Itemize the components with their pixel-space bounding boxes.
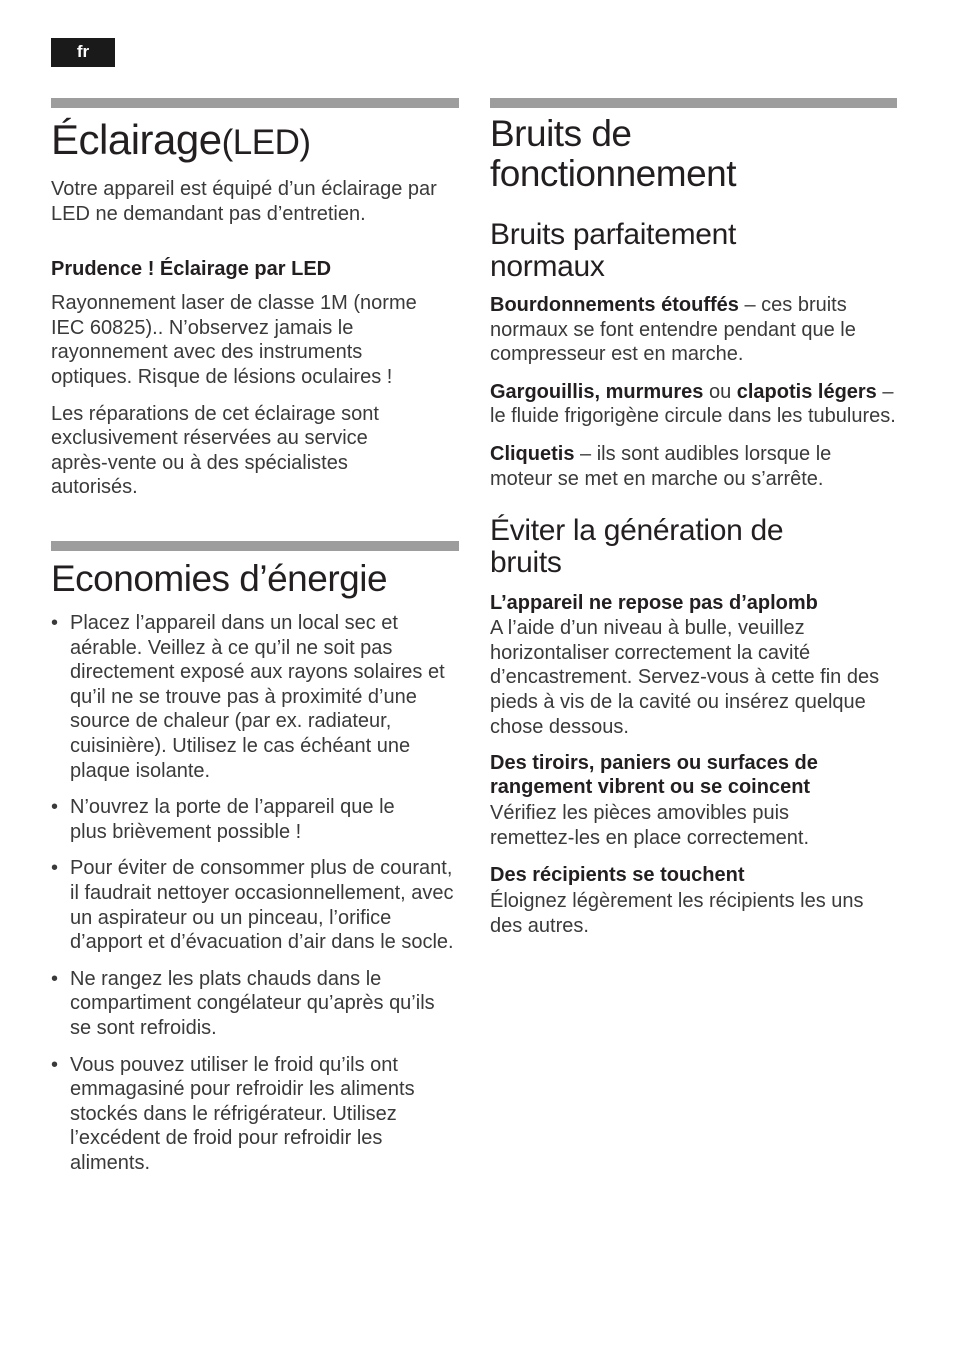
cause-1-heading: L’appareil ne repose pas d’aplomb xyxy=(490,592,818,615)
bullet-icon: • xyxy=(51,967,59,990)
section-bruits xyxy=(490,114,897,939)
section-rule-bruits xyxy=(490,98,897,108)
bruits-normaux-item-3: Cliquetis – ils sont audibles lorsque le moteur se met en marche ou s’arrête. xyxy=(490,442,832,490)
section-eclairage xyxy=(51,116,459,500)
language-badge: fr xyxy=(51,38,115,67)
eviter-bruits-title: Éviter la génération de bruits xyxy=(490,514,784,580)
cause-3-heading: Des récipients se touchent xyxy=(490,864,745,887)
list-item: • Ne rangez les plats chauds dans le compartiment congélateur qu’après qu’ils se sont refroidis. xyxy=(51,967,435,1039)
eclairage-intro: Votre appareil est équipé d’un éclairage par LED ne demandant pas d’entretien. xyxy=(51,178,437,225)
cause-2-heading: Des tiroirs, paniers ou surfaces de rangement vibrent ou se coincent xyxy=(490,752,818,799)
eclairage-title-suffix: (LED) xyxy=(221,123,311,162)
cause-3-text: Éloignez légèrement les récipients les uns des autres. xyxy=(490,890,864,937)
bullet-icon: • xyxy=(51,796,59,819)
bullet-icon: • xyxy=(51,612,59,634)
bruits-normaux-title: Bruits parfaitement normaux xyxy=(490,218,737,283)
section-economies xyxy=(51,557,463,1187)
bruits-normaux-item-2: Gargouillis, murmures ou clapotis légers – le fluide frigorigène circule dans les tubulures. xyxy=(490,380,896,428)
list-item: • Placez l’appareil dans un local sec et aérable. Veillez à ce qu’il ne soit pas directement exposé aux rayons solaires et qu’il ne se trouve pas à proximité d’une source de chaleur (par ex. radiateur, cuisinière). Utilisez le cas échéant une plaque isolante. xyxy=(51,612,445,782)
eclairage-title xyxy=(51,116,459,167)
list-item: • Pour éviter de consommer plus de courant, il faudrait nettoyer occasionnellement, avec un aspirateur ou un pinceau, l’orifice d’apport et d’évacuation d’air dans le socle. xyxy=(51,857,454,954)
bruits-title: Bruits de fonctionnement xyxy=(490,113,737,194)
economies-title: Economies d’énergie xyxy=(51,558,388,599)
eclairage-warning-text: Rayonnement laser de classe 1M (norme IEC 60825).. N’observez jamais le rayonnement avec des instruments optiques. Risque de lésions oculaires ! xyxy=(51,292,417,388)
list-item: • Vous pouvez utiliser le froid qu’ils ont emmagasiné pour refroidir les aliments stockés dans le réfrigérateur. Utilisez l’excédent de froid pour refroidir les aliments. xyxy=(51,1053,415,1174)
bullet-icon: • xyxy=(51,857,59,880)
bullet-icon: • xyxy=(51,1053,59,1076)
eclairage-warning-heading: Prudence ! Éclairage par LED xyxy=(51,258,332,281)
section-rule-economies xyxy=(51,541,459,551)
economies-list xyxy=(51,611,463,1175)
cause-1-text: A l’aide d’un niveau à bulle, veuillez horizontaliser correctement la cavité d’encastrement. Servez-vous à cette fin des pieds à vis de la cavité ou insérez quelque chose dessous. xyxy=(490,617,880,738)
eclairage-repair-text: Les réparations de cet éclairage sont exclusivement réservées au service après-vente ou à des spécialistes autorisés. xyxy=(51,402,379,499)
bruits-normaux-item-1: Bourdonnements étouffés – ces bruits normaux se font entendre pendant que le compresseur est en marche. xyxy=(490,294,856,366)
list-item: • N’ouvrez la porte de l’appareil que le plus brièvement possible ! xyxy=(51,796,395,843)
cause-2-text: Vérifiez les pièces amovibles puis remettez-les en place correctement. xyxy=(490,802,810,849)
section-rule-eclairage xyxy=(51,98,459,108)
eclairage-title-main: Éclairage xyxy=(51,116,222,163)
